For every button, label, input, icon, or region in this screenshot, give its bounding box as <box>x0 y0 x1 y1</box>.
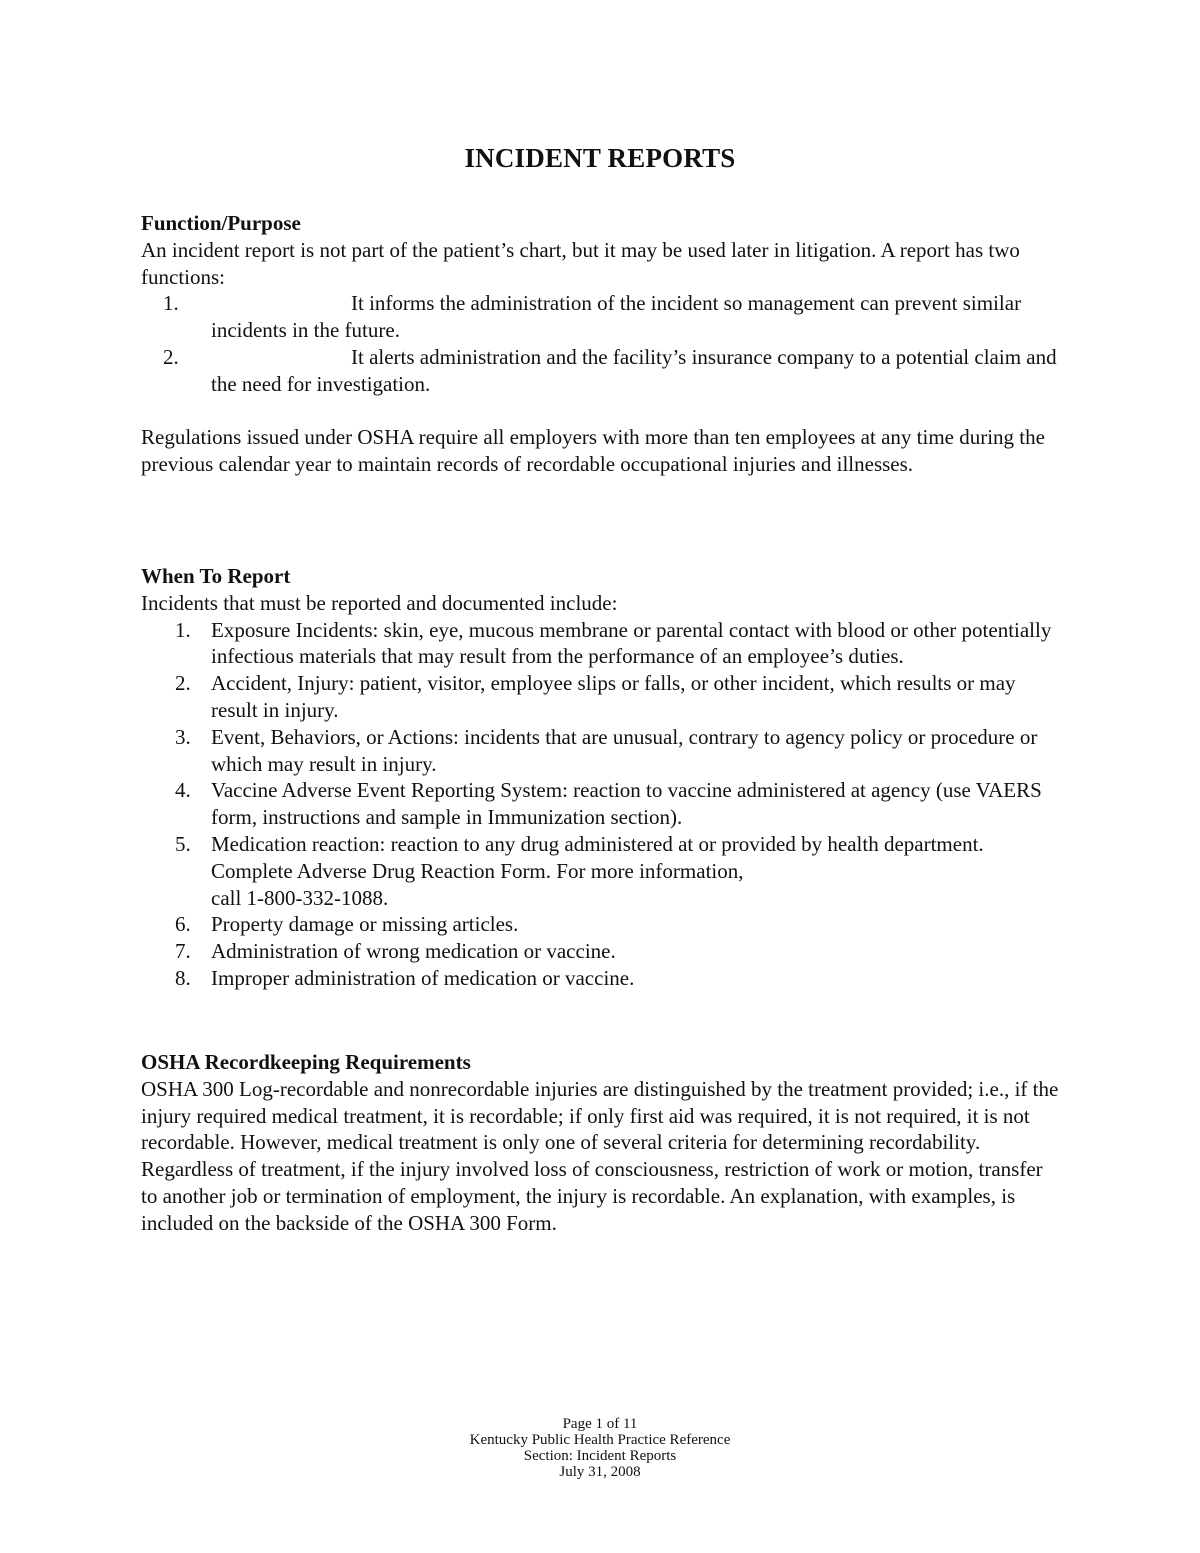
list-item-number: 4. <box>175 778 191 803</box>
list-item-text: It alerts administration and the facility’s insurance company to a potential claim and the need for investigation. <box>211 344 1057 396</box>
publication-date: July 31, 2008 <box>559 1464 641 1480</box>
list-item <box>141 938 1061 965</box>
list-item-number: 1. <box>175 617 191 642</box>
list-item-text: Exposure Incidents: skin, eye, mucous membrane or parental contact with blood or other potentially infectious materials that may result from the performance of an employee’s duties. <box>211 617 1052 669</box>
list-item-text: Property damage or missing articles. <box>211 912 519 937</box>
list-item-text: Medication reaction: reaction to any drug administered at or provided by health department. Complete Adverse Drug Reaction Form. For more information, <box>211 831 984 883</box>
function-purpose-intro: An incident report is not part of the patient’s chart, but it may be used later in litigation. A report has two functions: <box>141 237 1020 289</box>
report-list <box>141 617 1061 992</box>
page-footer <box>0 1416 1200 1480</box>
list-item <box>141 617 1061 671</box>
function-purpose-section <box>141 210 1061 478</box>
section-label: Section: Incident Reports <box>523 1448 677 1464</box>
list-item-text: It informs the administration of the incident so management can prevent similar incidents in the future. <box>211 291 1022 343</box>
list-item <box>141 724 1061 778</box>
osha-recordkeeping-section <box>141 1049 1061 1237</box>
list-item-text: Improper administration of medication or vaccine. <box>211 965 635 990</box>
list-item-number: 7. <box>175 939 191 964</box>
osha-regulations-paragraph: Regulations issued under OSHA require all employers with more than ten employees at any time during the previous calendar year to maintain records of recordable occupational injuries and illnesses. <box>141 425 1045 477</box>
list-item-number: 6. <box>175 912 191 937</box>
osha-recordkeeping-paragraph: OSHA 300 Log-recordable and nonrecordable injuries are distinguished by the treatment provided; i.e., if the injury required medical treatment, it is recordable; if only first aid was required, it is not required, it is not recordable. However, medical treatment is only one of several criteria for determining recordability. Regardless of treatment, if the injury involved loss of consciousness, restriction of work or motion, transfer to another job or termination of employment, the injury is recordable. An explanation, with examples, is included on the backside of the OSHA 300 Form. <box>141 1076 1059 1235</box>
publication-title: Kentucky Public Health Practice Reference <box>469 1432 731 1448</box>
list-item-number: 5. <box>175 831 191 856</box>
list-item-phone: call 1-800-332-1088. <box>211 885 389 910</box>
list-item-number: 8. <box>175 965 191 990</box>
osha-recordkeeping-heading: OSHA Recordkeeping Requirements <box>141 1050 471 1074</box>
when-to-report-section <box>141 563 1061 992</box>
list-item-number: 3. <box>175 724 191 749</box>
list-item <box>141 344 1061 398</box>
page-title: INCIDENT REPORTS <box>464 143 736 173</box>
page-number: Page 1 of 11 <box>562 1416 638 1432</box>
when-to-report-heading: When To Report <box>141 564 291 588</box>
list-item <box>141 911 1061 938</box>
function-purpose-heading: Function/Purpose <box>141 211 301 235</box>
list-item-number: 2. <box>163 344 179 369</box>
when-to-report-intro: Incidents that must be reported and documented include: <box>141 590 618 615</box>
list-item-text: Event, Behaviors, or Actions: incidents that are unusual, contrary to agency policy or procedure or which may result in injury. <box>211 724 1038 776</box>
list-item-number: 2. <box>175 671 191 696</box>
list-item-number: 1. <box>163 291 179 316</box>
list-item <box>141 290 1061 344</box>
list-item <box>141 831 1061 911</box>
list-item <box>141 777 1061 831</box>
list-item <box>141 965 1061 992</box>
list-item-text: Accident, Injury: patient, visitor, employee slips or falls, or other incident, which results or may result in injury. <box>211 671 1016 722</box>
list-item <box>141 670 1061 724</box>
list-item-text: Vaccine Adverse Event Reporting System: reaction to vaccine administered at agency (use VAERS form, instructions and sample in Immunization section). <box>211 778 1042 830</box>
list-item-text: Administration of wrong medication or vaccine. <box>211 939 616 964</box>
function-list <box>141 290 1061 397</box>
